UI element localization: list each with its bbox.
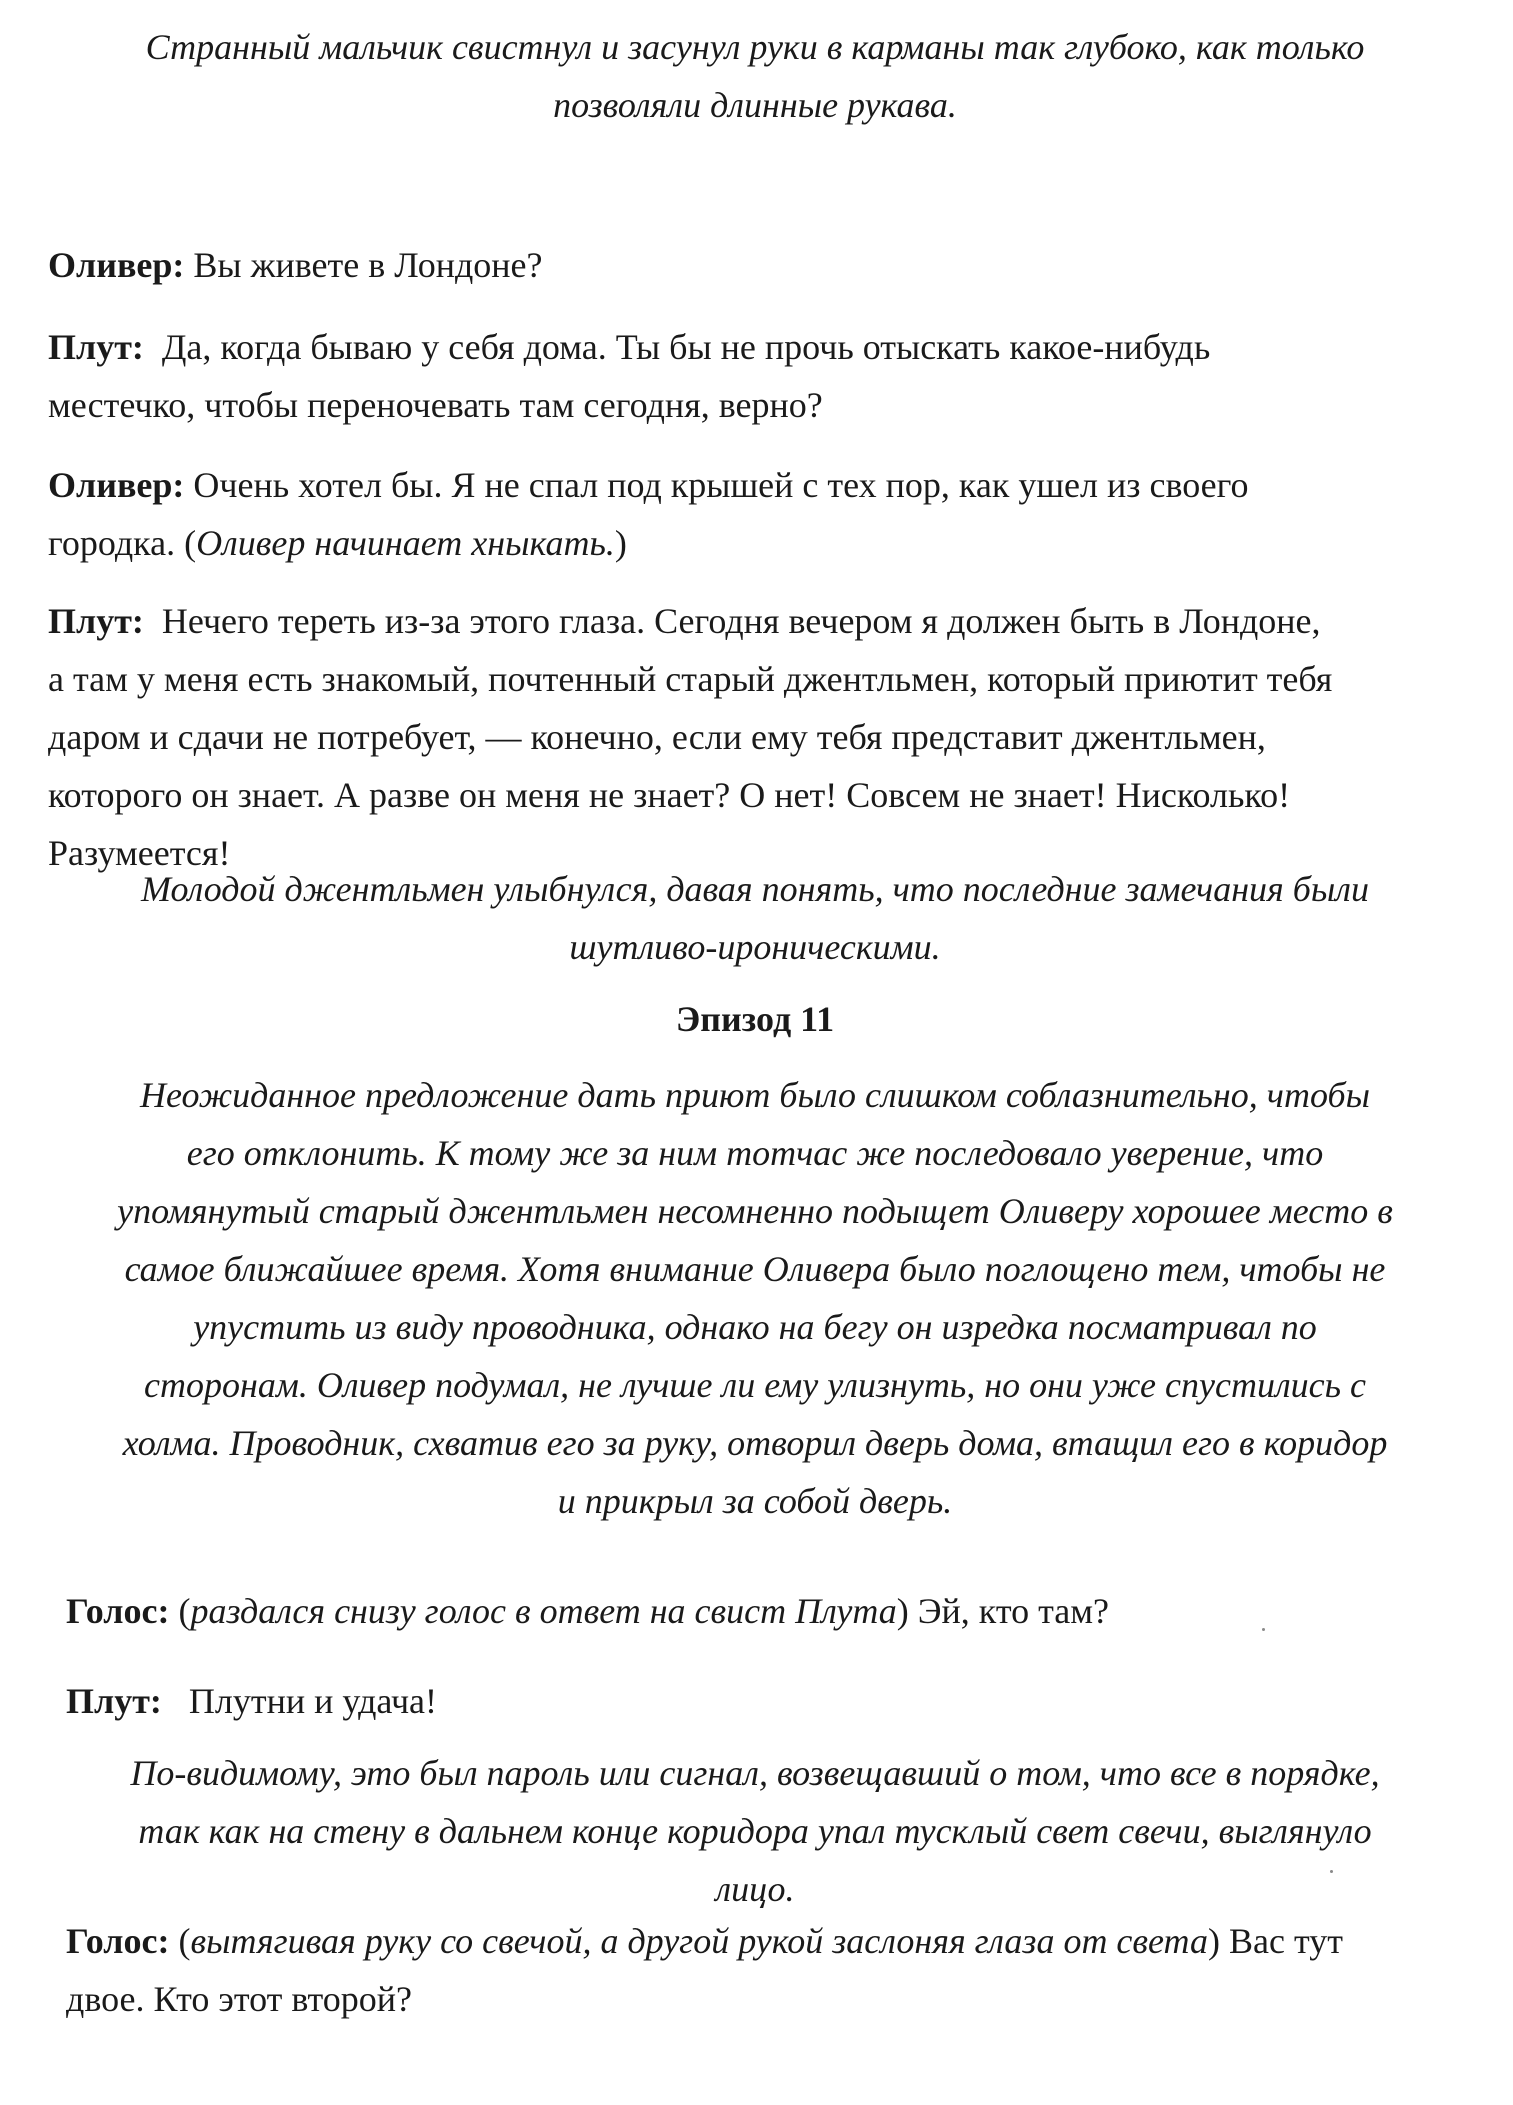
text-line: Молодой джентльмен улыбнулся, давая понять, что последние замечания были — [141, 869, 1369, 909]
text-line: позволяли длинные рукава. — [553, 85, 957, 125]
speaker-name: Плут: — [66, 1681, 162, 1721]
dialogue-line — [66, 1582, 1466, 1640]
text-line: Неожиданное предложение дать приют было слишком соблазнительно, чтобы — [140, 1075, 1370, 1115]
stage-aside: Оливер начинает хныкать. — [196, 523, 615, 563]
text-line: сторонам. Оливер подумал, не лучше ли ему улизнуть, но они уже спустились с — [144, 1365, 1366, 1405]
scan-speck — [1330, 1870, 1333, 1873]
speech-text: Вы живете в Лондоне? — [193, 245, 543, 285]
dialogue-line — [66, 1672, 1466, 1730]
speaker-name: Оливер: — [48, 465, 185, 505]
text-line: упомянутый старый джентльмен несомненно подыщет Оливеру хорошее место в — [117, 1191, 1393, 1231]
text-line: По-видимому, это был пароль или сигнал, возвещавший о том, что все в порядке, — [130, 1753, 1380, 1793]
speaker-name: Голос: — [66, 1591, 170, 1631]
speech-text: ) Вас тут — [1207, 1921, 1343, 1961]
dialogue-line — [66, 1912, 1466, 2028]
speech-text: Очень хотел бы. Я не спал под крышей с тех пор, как ушел из своего — [193, 465, 1249, 505]
speech-text: местечко, чтобы переночевать там сегодня, верно? — [48, 385, 823, 425]
speech-text: а там у меня есть знакомый, почтенный старый джентльмен, который приютит тебя — [48, 659, 1333, 699]
speaker-name: Оливер: — [48, 245, 185, 285]
dialogue-line — [48, 318, 1468, 434]
scan-speck — [1262, 1628, 1265, 1631]
text-line: самое ближайшее время. Хотя внимание Оливера было поглощено тем, чтобы не — [124, 1249, 1386, 1289]
speech-text: двое. Кто этот второй? — [66, 1979, 412, 2019]
stage-aside: вытягивая руку со свечой, а другой рукой заслоняя глаза от света — [190, 1921, 1208, 1961]
stage-direction — [40, 1744, 1470, 1918]
stage-aside: раздался снизу голос в ответ на свист Плута — [190, 1591, 897, 1631]
speaker-name: Плут: — [48, 601, 144, 641]
text-line: лицо. — [715, 1869, 795, 1909]
dialogue-line — [48, 236, 1468, 294]
text-line: его отклонить. К тому же за ним тотчас же последовало уверение, что — [186, 1133, 1324, 1173]
text-line: так как на стену в дальнем конце коридора упал тусклый свет свечи, выглянуло — [138, 1811, 1372, 1851]
speech-text: даром и сдачи не потребует, — конечно, если ему тебя представит джентльмен, — [48, 717, 1266, 757]
speech-text: Плутни и удача! — [188, 1681, 438, 1721]
speech-text: ) Эй, кто там? — [896, 1591, 1109, 1631]
text-line: и прикрыл за собой дверь. — [557, 1481, 953, 1521]
stage-direction — [40, 1066, 1470, 1530]
speech-text: ( — [178, 1921, 191, 1961]
speech-text: Нечего тереть из-за этого глаза. Сегодня вечером я должен быть в Лондоне, — [161, 601, 1321, 641]
dialogue-line — [48, 592, 1468, 882]
speech-text: ( — [178, 1591, 191, 1631]
speech-text: ) — [614, 523, 627, 563]
text-line: шутливо-ироническими. — [569, 927, 941, 967]
speech-text: городка. ( — [48, 523, 197, 563]
text-line: Странный мальчик свистнул и засунул руки в карманы так глубоко, как только — [145, 27, 1365, 67]
speech-text: которого он знает. А разве он меня не знает? О нет! Совсем не знает! Нисколько! — [48, 775, 1291, 815]
text-line: холма. Проводник, схватив его за руку, отворил дверь дома, втащил его в коридор — [122, 1423, 1388, 1463]
stage-direction — [40, 18, 1470, 134]
speech-text: Да, когда бываю у себя дома. Ты бы не прочь отыскать какое-нибудь — [161, 327, 1211, 367]
text-line: упустить из виду проводника, однако на бегу он изредка посматривал по — [193, 1307, 1317, 1347]
dialogue-line — [48, 456, 1468, 572]
speech-text: Разумеется! — [48, 833, 231, 873]
speaker-name: Голос: — [66, 1921, 170, 1961]
speaker-name: Плут: — [48, 327, 144, 367]
stage-direction — [40, 860, 1470, 976]
episode-heading: Эпизод 11 — [675, 999, 835, 1039]
